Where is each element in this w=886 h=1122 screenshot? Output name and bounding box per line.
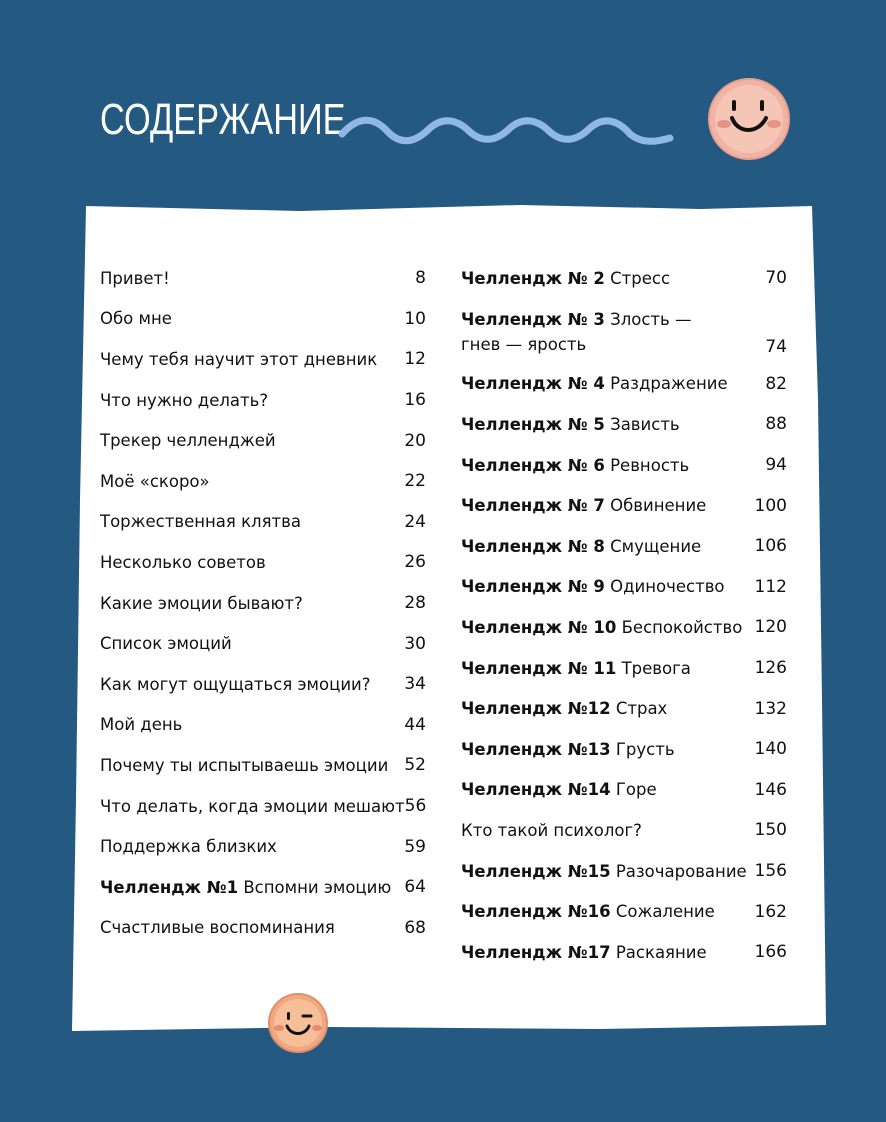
page-number: 28	[404, 593, 426, 614]
toc-entry-title	[461, 374, 728, 393]
page-number: 140	[754, 739, 787, 760]
page-number: 20	[404, 430, 426, 451]
page-number: 70	[765, 268, 787, 289]
toc-entry[interactable]	[461, 770, 787, 811]
page-number: 26	[404, 552, 426, 573]
toc-entry[interactable]	[100, 664, 426, 705]
toc-entry-label: Несколько советов	[100, 552, 266, 572]
toc-entry[interactable]	[100, 461, 426, 502]
page-number: 166	[754, 942, 787, 963]
toc-entry-title	[100, 553, 266, 572]
toc-entry-label: Тревога	[621, 658, 691, 678]
toc-entry-label: Ревность	[610, 455, 690, 475]
page-number: 52	[404, 755, 426, 776]
page-number: 126	[754, 658, 787, 679]
toc-entry-title	[100, 797, 405, 816]
toc-entry-title	[100, 715, 182, 734]
challenge-number: Челлендж № 6	[461, 455, 605, 475]
toc-entry-label: Стресс	[610, 268, 671, 288]
toc-entry-label: Торжественная клятва	[100, 512, 301, 532]
winking-face-icon	[265, 992, 331, 1054]
toc-entry[interactable]	[461, 688, 787, 729]
toc-entry-title	[100, 594, 303, 613]
toc-entry[interactable]	[100, 380, 426, 421]
page-number: 22	[404, 471, 426, 492]
page-number: 56	[404, 796, 427, 817]
toc-entry[interactable]	[100, 826, 426, 867]
toc-entry-label: Привет!	[100, 268, 170, 288]
toc-entry-label: Страх	[615, 699, 668, 719]
toc-entry[interactable]	[100, 502, 426, 543]
page-number: 162	[754, 901, 787, 922]
page-number: 24	[404, 511, 426, 532]
page-number: 68	[404, 917, 426, 938]
challenge-number: Челлендж № 4	[461, 374, 605, 394]
page-number: 44	[404, 714, 426, 735]
toc-entry[interactable]	[461, 445, 787, 486]
toc-entry-title	[100, 431, 276, 450]
toc-entry-label: Какие эмоции бывают?	[100, 593, 303, 613]
toc-entry[interactable]	[461, 648, 787, 689]
page-number: 12	[404, 349, 426, 370]
smiley-face-icon	[704, 74, 794, 164]
toc-entry-label: Раскаяние	[615, 942, 707, 962]
toc-entry[interactable]	[461, 404, 787, 445]
toc-entry-label: Злость — гнев — ярость	[461, 309, 692, 354]
page-number: 74	[765, 336, 787, 357]
toc-entry-title	[100, 918, 335, 937]
page-title: СОДЕРЖАНИЕ	[100, 95, 346, 144]
toc-entry-label: Разочарование	[615, 861, 747, 881]
challenge-number: Челлендж №13	[461, 739, 611, 759]
toc-entry[interactable]	[461, 607, 787, 648]
toc-entry[interactable]	[100, 908, 426, 949]
toc-entry-label: Обо мне	[100, 309, 172, 329]
toc-entry-label: Чему тебя научит этот дневник	[100, 349, 378, 369]
challenge-number: Челлендж №15	[461, 861, 611, 881]
toc-entry-title	[461, 780, 657, 799]
toc-entry-title	[100, 634, 232, 653]
toc-entry-title	[100, 391, 268, 410]
page-number: 34	[404, 674, 426, 695]
page-number: 10	[404, 308, 426, 329]
page-number: 100	[754, 495, 787, 516]
toc-entry-label: Сожаление	[615, 902, 715, 922]
page-number: 64	[404, 877, 426, 898]
toc-entry-title	[100, 512, 301, 531]
toc-entry-label: Кто такой психолог?	[461, 820, 642, 840]
toc-entry-label: Моё «скоро»	[100, 471, 210, 491]
toc-entry[interactable]	[100, 786, 426, 827]
toc-entry-title	[461, 740, 675, 759]
challenge-number: Челлендж №17	[461, 942, 611, 962]
toc-entry-title	[100, 878, 391, 897]
challenge-number: Челлендж №12	[461, 699, 611, 719]
toc-entry-label: Трекер челленджей	[100, 431, 276, 451]
toc-left-column	[100, 258, 426, 948]
toc-entry[interactable]	[100, 745, 426, 786]
toc-entry-title	[461, 943, 707, 962]
toc-entry[interactable]	[461, 851, 787, 892]
challenge-number: Челлендж № 8	[461, 536, 605, 556]
toc-entry-title	[100, 837, 277, 856]
challenge-number: Челлендж № 10	[461, 617, 617, 637]
toc-entry-label: Почему ты испытываешь эмоции	[100, 755, 389, 775]
toc-entry-label: Обвинение	[610, 496, 707, 516]
toc-entry[interactable]	[461, 258, 787, 299]
toc-entry-label: Смущение	[610, 536, 702, 556]
challenge-number: Челлендж № 7	[461, 496, 605, 516]
toc-entry[interactable]	[461, 485, 787, 526]
toc-entry-label: Что нужно делать?	[100, 390, 269, 410]
toc-entry-label: Список эмоций	[100, 634, 232, 654]
toc-entry-label: Одиночество	[610, 577, 725, 597]
toc-entry-label: Беспокойство	[621, 617, 743, 637]
page-number: 16	[404, 390, 426, 411]
challenge-number: Челлендж № 9	[461, 577, 605, 597]
page-number: 150	[754, 820, 787, 841]
toc-entry[interactable]	[461, 526, 787, 567]
toc-entry-title	[461, 537, 701, 556]
toc-entry-title	[461, 456, 689, 475]
page-number: 106	[754, 536, 787, 557]
page-number: 132	[754, 698, 787, 719]
toc-entry-label: Раздражение	[610, 374, 728, 394]
page-number: 8	[415, 268, 426, 289]
toc-entry-label: Грусть	[615, 739, 675, 759]
toc-entry[interactable]	[100, 299, 426, 340]
toc-entry[interactable]	[100, 705, 426, 746]
toc-entry-label: Вспомни эмоцию	[243, 877, 392, 897]
toc-entry-label: Горе	[615, 780, 657, 800]
page-number: 120	[754, 617, 787, 638]
toc-entry-label: Как могут ощущаться эмоции?	[100, 674, 371, 694]
toc-entry-title	[100, 350, 377, 369]
toc-entry[interactable]	[100, 339, 426, 380]
page-number: 59	[404, 836, 426, 857]
toc-entry-label: Поддержка близких	[100, 837, 277, 857]
toc-entry-title	[461, 902, 715, 921]
toc-entry-title	[461, 496, 706, 515]
toc-entry[interactable]	[100, 583, 426, 624]
toc-entry-title	[100, 756, 388, 775]
toc-entry[interactable]	[461, 567, 787, 608]
challenge-number: Челлендж № 5	[461, 414, 605, 434]
toc-entry[interactable]	[461, 299, 787, 364]
toc-entry-title	[461, 415, 680, 434]
toc-entry-title	[461, 307, 721, 364]
page-number: 88	[765, 414, 787, 435]
toc-entry-label: Что делать, когда эмоции мешают	[100, 796, 405, 816]
page-number: 112	[754, 576, 787, 597]
toc-entry[interactable]	[100, 623, 426, 664]
page-number: 146	[754, 779, 787, 800]
toc-entry[interactable]	[100, 258, 426, 299]
toc-entry-title	[461, 618, 742, 637]
toc-entry-title	[461, 577, 725, 596]
toc-entry-label: Счастливые воспоминания	[100, 918, 335, 938]
toc-entry[interactable]	[100, 420, 426, 461]
toc-entry-title	[100, 472, 210, 491]
page-number: 82	[765, 373, 787, 394]
toc-entry[interactable]	[461, 729, 787, 770]
toc-entry-title	[461, 699, 667, 718]
toc-entry[interactable]	[100, 542, 426, 583]
toc-entry[interactable]	[461, 810, 787, 851]
wavy-line-decoration	[338, 112, 674, 152]
toc-entry-title	[461, 821, 642, 840]
challenge-number: Челлендж № 3	[461, 309, 605, 329]
challenge-number: Челлендж № 2	[461, 268, 605, 288]
toc-entry-label: Зависть	[610, 414, 680, 434]
challenge-number: Челлендж № 11	[461, 658, 617, 678]
challenge-number: Челлендж №14	[461, 780, 611, 800]
toc-entry[interactable]	[461, 364, 787, 405]
toc-entry-label: Мой день	[100, 715, 183, 735]
toc-entry-title	[461, 269, 670, 288]
challenge-number: Челлендж №1	[100, 877, 239, 897]
toc-entry[interactable]	[461, 891, 787, 932]
toc-entry[interactable]	[100, 867, 426, 908]
toc-entry-title	[461, 659, 691, 678]
page-number: 94	[765, 455, 787, 476]
toc-entry-title	[100, 309, 172, 328]
toc-entry[interactable]	[461, 932, 787, 973]
page-number: 30	[404, 633, 426, 654]
toc-entry-title	[100, 269, 170, 288]
page-number: 156	[754, 861, 787, 882]
toc-entry-title	[461, 862, 747, 881]
challenge-number: Челлендж №16	[461, 902, 611, 922]
toc-entry-title	[100, 675, 371, 694]
toc-right-column	[461, 258, 787, 973]
